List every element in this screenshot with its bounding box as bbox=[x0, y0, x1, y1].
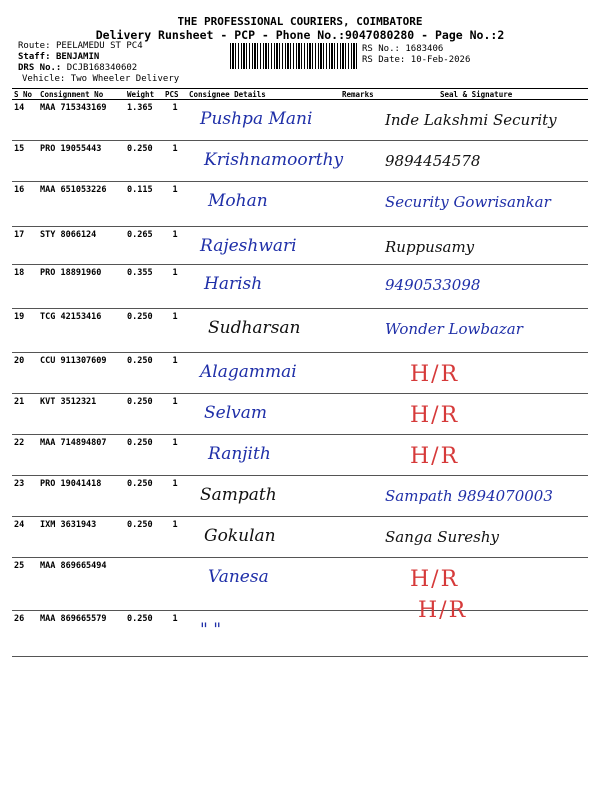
signature-handwriting: 9894454578 bbox=[385, 152, 481, 170]
rs-no-label: RS No.: bbox=[362, 44, 400, 54]
remarks-cell bbox=[340, 100, 382, 141]
weight-cell: 1.365 bbox=[125, 100, 163, 141]
consignment-cell: KVT 3512321 bbox=[38, 394, 125, 435]
drs-value: DCJB168340602 bbox=[66, 63, 138, 73]
remarks-cell bbox=[340, 558, 382, 611]
weight-cell: 0.250 bbox=[125, 353, 163, 394]
rs-date-line bbox=[362, 55, 470, 65]
consignee-handwriting: Rajeshwari bbox=[200, 236, 297, 256]
signature-handwriting: Security Gowrisankar bbox=[385, 193, 551, 211]
weight-cell bbox=[125, 558, 163, 611]
signature-handwriting: 9490533098 bbox=[385, 276, 481, 294]
remarks-cell bbox=[340, 227, 382, 265]
company-title: THE PROFESSIONAL COURIERS, COIMBATORE bbox=[177, 15, 423, 28]
sno-cell: 23 bbox=[12, 476, 38, 517]
signature-handwriting: H/R bbox=[410, 444, 460, 469]
pcs-cell: 1 bbox=[163, 476, 187, 517]
consignee-handwriting: Pushpa Mani bbox=[200, 109, 313, 129]
sno-cell: 19 bbox=[12, 309, 38, 353]
consignment-cell: MAA 869665579 bbox=[38, 611, 125, 657]
consignee-handwriting: Sudharsan bbox=[208, 318, 301, 338]
barcode-image bbox=[230, 43, 358, 69]
table-row bbox=[12, 353, 588, 394]
sno-cell: 18 bbox=[12, 265, 38, 309]
staff-value: BENJAMIN bbox=[55, 52, 100, 62]
pcs-cell: 1 bbox=[163, 100, 187, 141]
consignee-handwriting: Vanesa bbox=[208, 567, 269, 587]
consignment-cell: TCG 42153416 bbox=[38, 309, 125, 353]
consignment-cell: PRO 18891960 bbox=[38, 265, 125, 309]
remarks-cell bbox=[340, 265, 382, 309]
table-row bbox=[12, 227, 588, 265]
pcs-cell: 1 bbox=[163, 435, 187, 476]
remarks-cell bbox=[340, 182, 382, 227]
col-pcs: PCS bbox=[163, 89, 187, 100]
signature-handwriting: Inde Lakshmi Security bbox=[385, 111, 557, 129]
col-weight: Weight bbox=[125, 89, 163, 100]
col-sno: S No bbox=[12, 89, 38, 100]
remarks-cell bbox=[340, 394, 382, 435]
consignee-handwriting: Sampath bbox=[200, 485, 277, 505]
col-seal: Seal & Signature bbox=[382, 89, 588, 100]
runsheet-subtitle: Delivery Runsheet - PCP - Phone No.:9047080280 - Page No.:2 bbox=[95, 28, 505, 42]
pcs-cell: 1 bbox=[163, 182, 187, 227]
consignee-handwriting: Krishnamoorthy bbox=[204, 150, 344, 170]
table-row bbox=[12, 435, 588, 476]
weight-cell: 0.250 bbox=[125, 611, 163, 657]
consignment-cell: PRO 19041418 bbox=[38, 476, 125, 517]
vehicle-value: Two Wheeler Delivery bbox=[70, 74, 180, 84]
consignee-handwriting: Ranjith bbox=[208, 444, 271, 464]
route-label: Route: bbox=[18, 41, 51, 51]
consignee-handwriting: " " bbox=[200, 620, 222, 640]
consignment-cell: CCU 911307609 bbox=[38, 353, 125, 394]
consignee-handwriting: Alagammai bbox=[200, 362, 297, 382]
consignee-handwriting: Harish bbox=[204, 274, 263, 294]
pcs-cell: 1 bbox=[163, 517, 187, 558]
consignee-handwriting: Mohan bbox=[208, 191, 268, 211]
remarks-cell bbox=[340, 353, 382, 394]
staff-line bbox=[18, 52, 99, 62]
sno-cell: 15 bbox=[12, 141, 38, 182]
sno-cell: 17 bbox=[12, 227, 38, 265]
sno-cell: 22 bbox=[12, 435, 38, 476]
pcs-cell: 1 bbox=[163, 353, 187, 394]
staff-label: Staff: bbox=[18, 52, 51, 62]
consignment-cell: MAA 715343169 bbox=[38, 100, 125, 141]
consignment-cell: STY 8066124 bbox=[38, 227, 125, 265]
weight-cell: 0.250 bbox=[125, 394, 163, 435]
col-consignment: Consignment No bbox=[38, 89, 125, 100]
weight-cell: 0.250 bbox=[125, 435, 163, 476]
remarks-cell bbox=[340, 141, 382, 182]
col-remarks: Remarks bbox=[340, 89, 382, 100]
remarks-cell bbox=[340, 517, 382, 558]
table-row bbox=[12, 517, 588, 558]
weight-cell: 0.355 bbox=[125, 265, 163, 309]
remarks-cell bbox=[340, 435, 382, 476]
table-row bbox=[12, 265, 588, 309]
sno-cell: 25 bbox=[12, 558, 38, 611]
weight-cell: 0.250 bbox=[125, 141, 163, 182]
consignment-cell: MAA 869665494 bbox=[38, 558, 125, 611]
remarks-cell bbox=[340, 476, 382, 517]
table-row bbox=[12, 394, 588, 435]
signature-handwriting: H/R bbox=[410, 403, 460, 428]
rs-no-value: 1683406 bbox=[405, 44, 444, 54]
sno-cell: 16 bbox=[12, 182, 38, 227]
seal-cell bbox=[382, 611, 588, 657]
signature-handwriting: H/R bbox=[410, 362, 460, 387]
weight-cell: 0.250 bbox=[125, 309, 163, 353]
consignee-handwriting: Gokulan bbox=[204, 526, 276, 546]
table-header-row bbox=[12, 89, 588, 100]
drs-label: DRS No.: bbox=[18, 63, 62, 73]
route-line bbox=[18, 41, 143, 51]
remarks-cell bbox=[340, 309, 382, 353]
weight-cell: 0.250 bbox=[125, 517, 163, 558]
sno-cell: 24 bbox=[12, 517, 38, 558]
rs-date-value: 10-Feb-2026 bbox=[410, 55, 471, 65]
vehicle-line bbox=[22, 74, 179, 84]
pcs-cell: 1 bbox=[163, 265, 187, 309]
signature-handwriting: Ruppusamy bbox=[385, 238, 475, 256]
weight-cell: 0.265 bbox=[125, 227, 163, 265]
signature-handwriting: Wonder Lowbazar bbox=[385, 320, 523, 338]
table-row bbox=[12, 558, 588, 611]
pcs-cell: 1 bbox=[163, 141, 187, 182]
signature-handwriting: Sampath 9894070003 bbox=[385, 487, 553, 505]
consignment-cell: MAA 714894807 bbox=[38, 435, 125, 476]
signature-handwriting: H/R bbox=[410, 567, 460, 592]
pcs-cell: 1 bbox=[163, 227, 187, 265]
col-consignee: Consignee Details bbox=[187, 89, 340, 100]
sno-cell: 20 bbox=[12, 353, 38, 394]
consignment-cell: MAA 651053226 bbox=[38, 182, 125, 227]
consignment-cell: IXM 3631943 bbox=[38, 517, 125, 558]
consignee-handwriting: Selvam bbox=[204, 403, 268, 423]
consignment-cell: PRO 19055443 bbox=[38, 141, 125, 182]
signature-handwriting: H/R bbox=[418, 598, 468, 623]
drs-line bbox=[18, 63, 137, 73]
runsheet-table bbox=[12, 88, 588, 657]
pcs-cell: 1 bbox=[163, 394, 187, 435]
rs-no-line bbox=[362, 44, 443, 54]
sno-cell: 21 bbox=[12, 394, 38, 435]
weight-cell: 0.250 bbox=[125, 476, 163, 517]
sno-cell: 14 bbox=[12, 100, 38, 141]
signature-handwriting: Sanga Sureshy bbox=[385, 528, 500, 546]
remarks-cell bbox=[340, 611, 382, 657]
table-row bbox=[12, 611, 588, 657]
rs-date-label: RS Date: bbox=[362, 55, 406, 65]
route-value: PEELAMEDU ST PC4 bbox=[55, 41, 143, 51]
weight-cell: 0.115 bbox=[125, 182, 163, 227]
pcs-cell: 1 bbox=[163, 611, 187, 657]
vehicle-label: Vehicle: bbox=[22, 74, 66, 84]
pcs-cell: 1 bbox=[163, 309, 187, 353]
sno-cell: 26 bbox=[12, 611, 38, 657]
pcs-cell bbox=[163, 558, 187, 611]
